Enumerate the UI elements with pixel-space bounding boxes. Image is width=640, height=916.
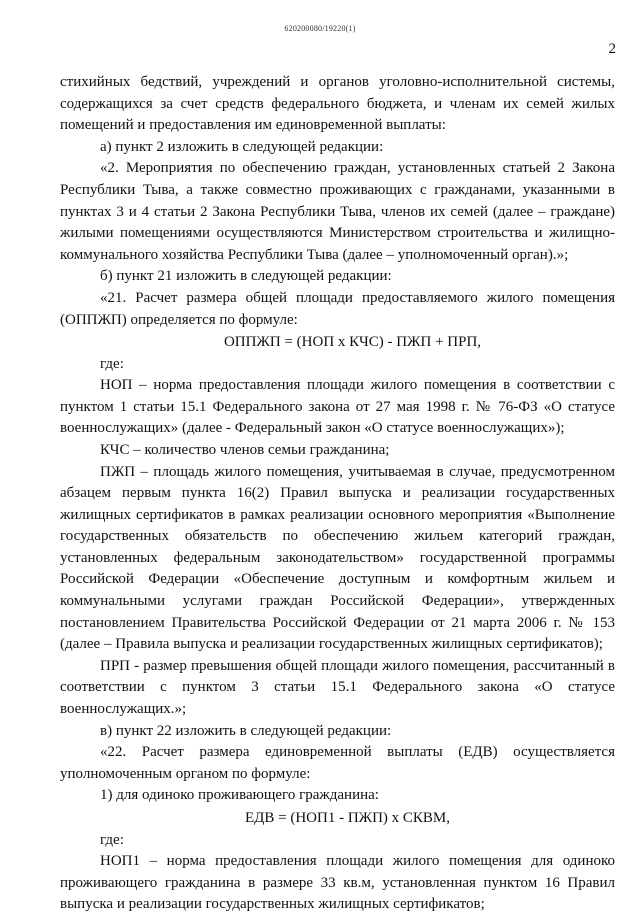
- definition-prp: ПРП - размер превышения общей площади жилого помещения, рассчитанный в соответствии с пунктом 3 статьи 15.1 Федерального закона «О статусе военнослужащих.»;: [60, 657, 615, 718]
- document-body: [60, 72, 615, 916]
- paragraph-item-a: а) пункт 2 изложить в следующей редакции:: [100, 138, 384, 155]
- definition-pzhp: ПЖП – площадь жилого помещения, учитываемая в случае, предусмотренном абзацем первым пункта 16(2) Правил выпуска и реализации государственных жилищных сертификатов в рамках реализации основного мероприятия «Выполнение государственных обязательств по обеспечению жильем категорий граждан, установленных федеральным законодательством» государственной программы Российской Федерации «Обеспечение доступным и комфортным жильем и коммунальными услугами граждан Российской Федерации», утвержденных постановлением Правительства Российской Федерации от 21 марта 2006 г. № 153 (далее – Правила выпуска и реализации государственных жилищных сертификатов);: [60, 463, 615, 653]
- paragraph-subitem-1: 1) для одиноко проживающего гражданина:: [100, 787, 379, 804]
- document-id: 620200080/19220(1): [284, 24, 356, 33]
- formula-edv: ЕДВ = (НОП1 - ПЖП) х СКВМ,: [244, 810, 451, 826]
- definition-kchs: КЧС – количество членов семьи гражданина;: [100, 441, 390, 458]
- definition-nop1: НОП1 – норма предоставления площади жилого помещения для одиноко проживающего гражданина в размере 33 кв.м, установленная пунктом 16 Правил выпуска и реализации государственных жилищных сертификатов;: [60, 853, 615, 913]
- paragraph-item-b: б) пункт 21 изложить в следующей редакции:: [100, 268, 392, 285]
- formula-oppzhp: ОППЖП = (НОП х КЧС) - ПЖП + ПРП,: [223, 334, 482, 351]
- paragraph-clause-21: «21. Расчет размера общей площади предоставляемого жилого помещения (ОППЖП) определяется по формуле:: [60, 289, 615, 328]
- paragraph-clause-2: «2. Мероприятия по обеспечению граждан, установленных статьей 2 Закона Республики Тыва, а также совместно проживающих с гражданами, указанными в пунктах 3 и 4 статьи 2 Закона Республики Тыва, членов их семей (далее – граждане) жилыми помещениями осуществляются Министерством строительства и жилищно-коммунального хозяйства Республики Тыва (далее – уполномоченный орган).»;: [60, 160, 615, 263]
- where-label-2: где:: [100, 832, 124, 848]
- paragraph-continuation: стихийных бедствий, учреждений и органов уголовно-исполнительной системы, содержащихся за счет средств федерального бюджета, и членам их семей жилых помещений и предоставления им единовременной выплаты:: [60, 74, 615, 134]
- paragraph-item-c: в) пункт 22 изложить в следующей редакции:: [100, 722, 392, 739]
- where-label: где:: [100, 356, 124, 373]
- paragraph-clause-22: «22. Расчет размера единовременной выплаты (ЕДВ) осуществляется уполномоченным органом по формуле:: [60, 744, 615, 782]
- page-number: 2: [608, 41, 616, 57]
- definition-nop: НОП – норма предоставления площади жилого помещения в соответствии с пунктом 1 статьи 15.1 Федерального закона от 27 мая 1998 г. № 76-ФЗ «О статусе военнослужащих» (далее - Федеральный закон «О статусе военнослужащих»);: [60, 377, 615, 437]
